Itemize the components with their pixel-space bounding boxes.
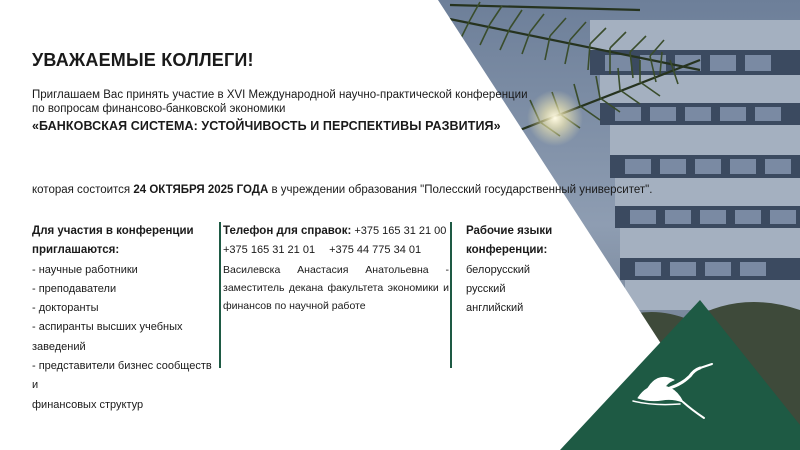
venue-line [32, 184, 652, 196]
participants-column [32, 222, 217, 415]
column-divider [219, 222, 221, 368]
contacts-column [223, 222, 453, 315]
list-item: - научные работники [32, 263, 138, 276]
list-item: - преподаватели [32, 282, 117, 295]
contacts-label: Телефон для справок: [223, 225, 352, 237]
page-heading: УВАЖАЕМЫЕ КОЛЛЕГИ! [32, 50, 254, 70]
contacts-phone-line [223, 222, 453, 241]
list-item: - докторанты [32, 302, 99, 315]
contact-person: Василевска Анастасия Анатольевна - заместитель декана факультета экономики и финансов по научной работе [223, 263, 449, 312]
phone-1: +375 165 31 21 00 [354, 225, 447, 237]
list-item: - аспиранты высших учебных заведений [32, 321, 183, 353]
list-item: финансовых структур [32, 398, 144, 411]
languages-column [466, 222, 636, 318]
languages-title: Рабочие языки конференции: [466, 225, 553, 257]
column-divider [450, 222, 452, 368]
list-item: русский [466, 282, 506, 295]
list-item: - представители бизнес сообществ и [32, 360, 212, 392]
invitation-intro [32, 88, 552, 116]
phone-2: +375 165 31 21 01 [223, 244, 316, 257]
intro-line-2: по вопросам финансово-банковской экономики [32, 103, 286, 115]
list-item: белорусский [466, 263, 531, 276]
phone-3: +375 44 775 34 01 [329, 244, 422, 257]
venue-after: в учреждении образования "Полесский государственный университет". [271, 184, 653, 196]
intro-line-1: Приглашаем Вас принять участие в XVI Международной научно-практической конференции [32, 89, 528, 101]
contacts-phone-line-2 [223, 241, 453, 260]
languages-list [466, 261, 636, 319]
participants-title-2: приглашаются: [32, 244, 120, 257]
venue-date: 24 ОКТЯБРЯ 2025 ГОДА [133, 184, 269, 196]
venue-before: которая состоится [32, 184, 131, 196]
conference-title: «БАНКОВСКАЯ СИСТЕМА: УСТОЙЧИВОСТЬ И ПЕРСПЕКТИВЫ РАЗВИТИЯ» [32, 119, 501, 133]
participants-title-1: Для участия в конференции [32, 225, 194, 237]
participants-list [32, 261, 217, 415]
stork-logo-icon [628, 358, 718, 428]
list-item: английский [466, 302, 524, 315]
